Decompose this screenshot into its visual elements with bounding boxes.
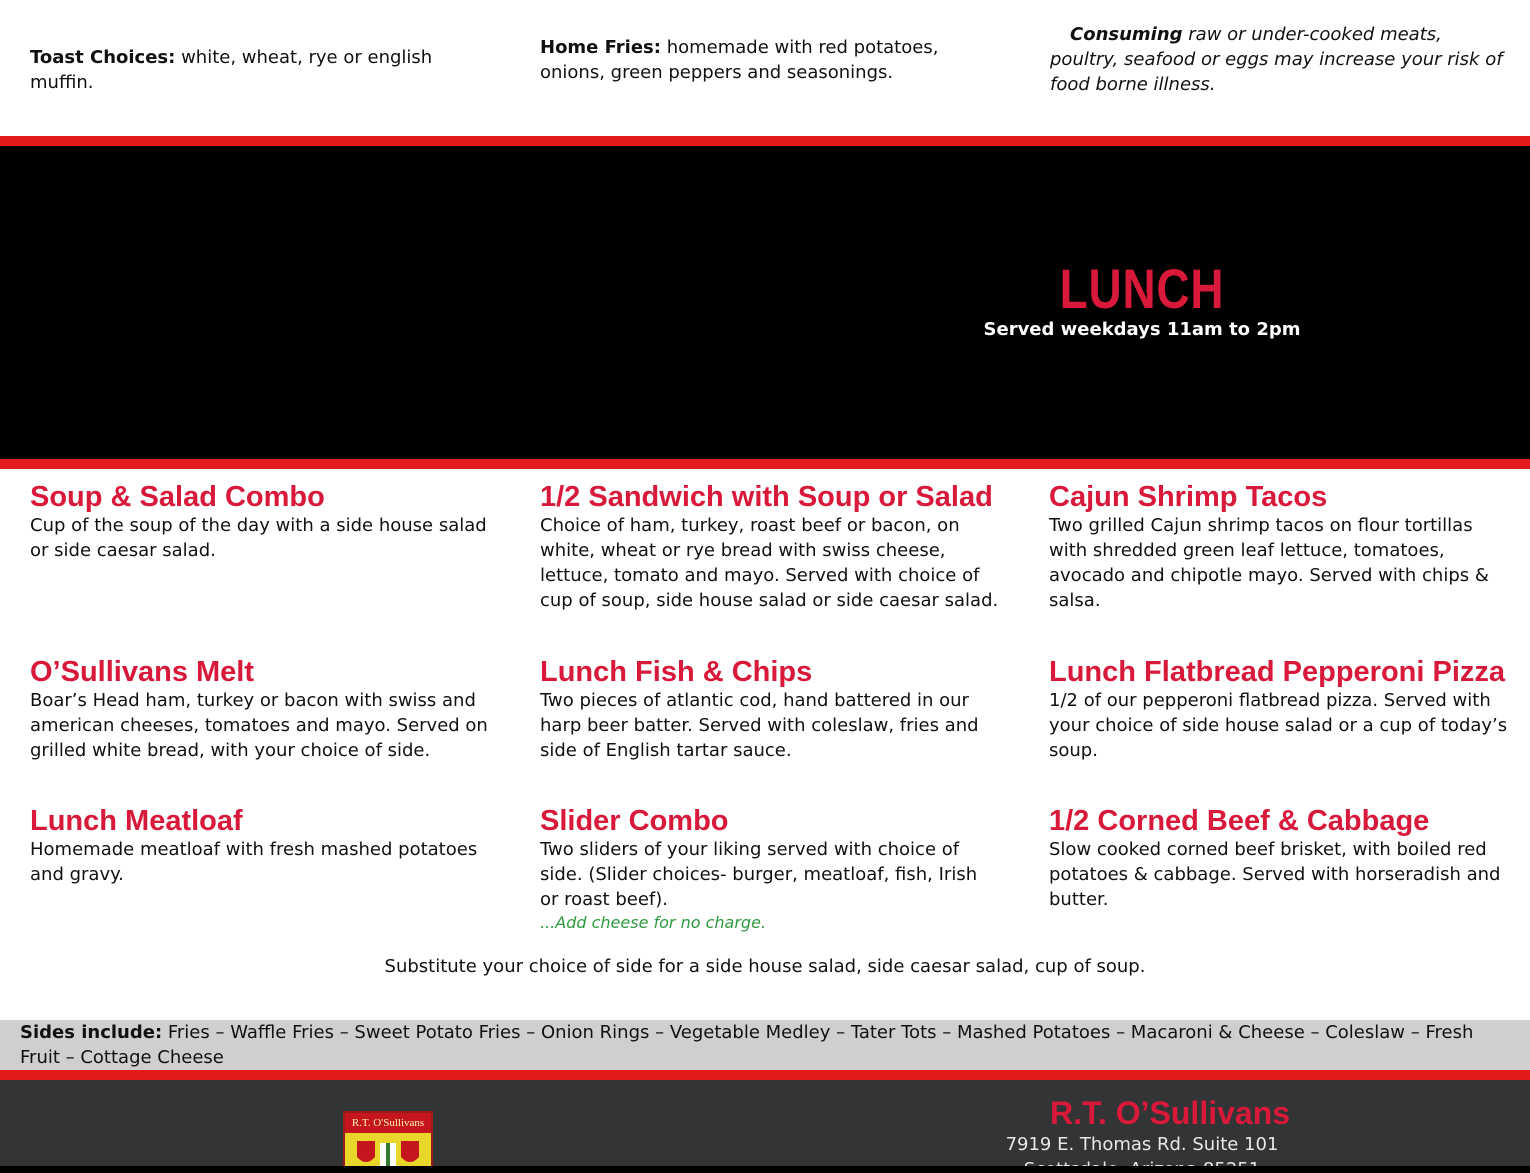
- menu-item: [540, 656, 1000, 763]
- sides-label: Sides include:: [20, 1022, 163, 1043]
- sides-text: [20, 1020, 1510, 1070]
- menu-item-title: Lunch Fish & Chips: [540, 656, 813, 688]
- divider-bar-top: [0, 136, 1530, 146]
- substitute-note: Substitute your choice of side for a side house salad, side caesar salad, cup of soup.: [384, 956, 1146, 977]
- menu-item-desc: Choice of ham, turkey, roast beef or bacon, on white, wheat or rye bread with swiss cheese, lettuce, tomato and mayo. Served with choice of cup of soup, side house salad or side caesar salad.: [540, 515, 999, 611]
- divider-bar-hero: [0, 459, 1530, 469]
- menu-item: [540, 481, 1000, 613]
- menu-item-desc: Two pieces of atlantic cod, hand battered in our harp beer batter. Served with coleslaw, fries and side of English tartar sauce.: [540, 690, 979, 761]
- footer-bottom-edge: [0, 1166, 1530, 1173]
- menu-item-note: ...Add cheese for no charge.: [540, 913, 766, 932]
- menu-item-title: Soup & Salad Combo: [30, 481, 325, 513]
- lunch-hours: Served weekdays 11am to 2pm: [983, 319, 1301, 340]
- restaurant-logo: [343, 1111, 433, 1171]
- menu-item-desc: Two sliders of your liking served with choice of side. (Slider choices- burger, meatloaf, fish, Irish or roast beef).: [540, 839, 978, 910]
- menu-item: [30, 481, 490, 563]
- menu-item: [30, 656, 490, 763]
- footer: [0, 1080, 1530, 1166]
- home-fries-note: [540, 35, 960, 85]
- lunch-hero-banner: [0, 146, 1530, 460]
- menu-item: [1049, 656, 1509, 763]
- menu-item: [540, 805, 1000, 934]
- consuming-label: Consuming: [1070, 24, 1183, 45]
- menu-item-title: Cajun Shrimp Tacos: [1049, 481, 1328, 513]
- menu-item: [1049, 481, 1509, 613]
- toast-choices-label: Toast Choices:: [30, 47, 176, 68]
- logo-wordmark: R.T. O'Sullivans: [345, 1113, 431, 1133]
- menu-item-desc: Cup of the soup of the day with a side house salad or side caesar salad.: [30, 515, 487, 561]
- menu-item-title: 1/2 Sandwich with Soup or Salad: [540, 481, 993, 513]
- menu-item-title: Lunch Meatloaf: [30, 805, 243, 837]
- divider-bar-footer: [0, 1070, 1530, 1080]
- menu-item-desc: Slow cooked corned beef brisket, with boiled red potatoes & cabbage. Served with horseradish and butter.: [1049, 839, 1501, 910]
- menu-item: [30, 805, 490, 887]
- restaurant-name: R.T. O’Sullivans: [1049, 1095, 1291, 1131]
- consuming-warning: [1050, 22, 1510, 97]
- toast-choices-note: [30, 45, 470, 95]
- menu-item-desc: Boar’s Head ham, turkey or bacon with swiss and american cheeses, tomatoes and mayo. Served on grilled white bread, with your choice of side.: [30, 690, 488, 761]
- menu-item-title: 1/2 Corned Beef & Cabbage: [1049, 805, 1430, 837]
- menu-item-desc: 1/2 of our pepperoni flatbread pizza. Served with your choice of side house salad or a cup of today’s soup.: [1049, 690, 1508, 761]
- menu-item-title: Slider Combo: [540, 805, 729, 837]
- sides-list: Fries – Waffle Fries – Sweet Potato Fries – Onion Rings – Vegetable Medley – Tater Tots – Mashed Potatoes – Macaroni & Cheese – Coleslaw – Fresh Fruit – Cottage Cheese: [20, 1022, 1474, 1068]
- menu-item-title: Lunch Flatbread Pepperoni Pizza: [1049, 656, 1506, 688]
- sides-include-band: [0, 1020, 1530, 1070]
- menu-item-desc: Two grilled Cajun shrimp tacos on flour tortillas with shredded green leaf lettuce, tomatoes, avocado and chipotle mayo. Served with chips & salsa.: [1049, 515, 1489, 611]
- top-notes: [0, 0, 1530, 136]
- consuming-text: raw or under-cooked meats, poultry, seafood or eggs may increase your risk of food borne illness.: [1050, 24, 1503, 95]
- restaurant-address: 7919 E. Thomas Rd. Suite 101: [1005, 1134, 1279, 1155]
- menu-item-title: O’Sullivans Melt: [30, 656, 254, 688]
- menu-item-desc: Homemade meatloaf with fresh mashed potatoes and gravy.: [30, 839, 478, 885]
- menu-item: [1049, 805, 1509, 912]
- home-fries-text: homemade with red potatoes, onions, green peppers and seasonings.: [540, 37, 939, 83]
- home-fries-label: Home Fries:: [540, 37, 661, 58]
- lunch-title: LUNCH: [1059, 257, 1225, 320]
- toast-choices-text: white, wheat, rye or english muffin.: [30, 47, 433, 93]
